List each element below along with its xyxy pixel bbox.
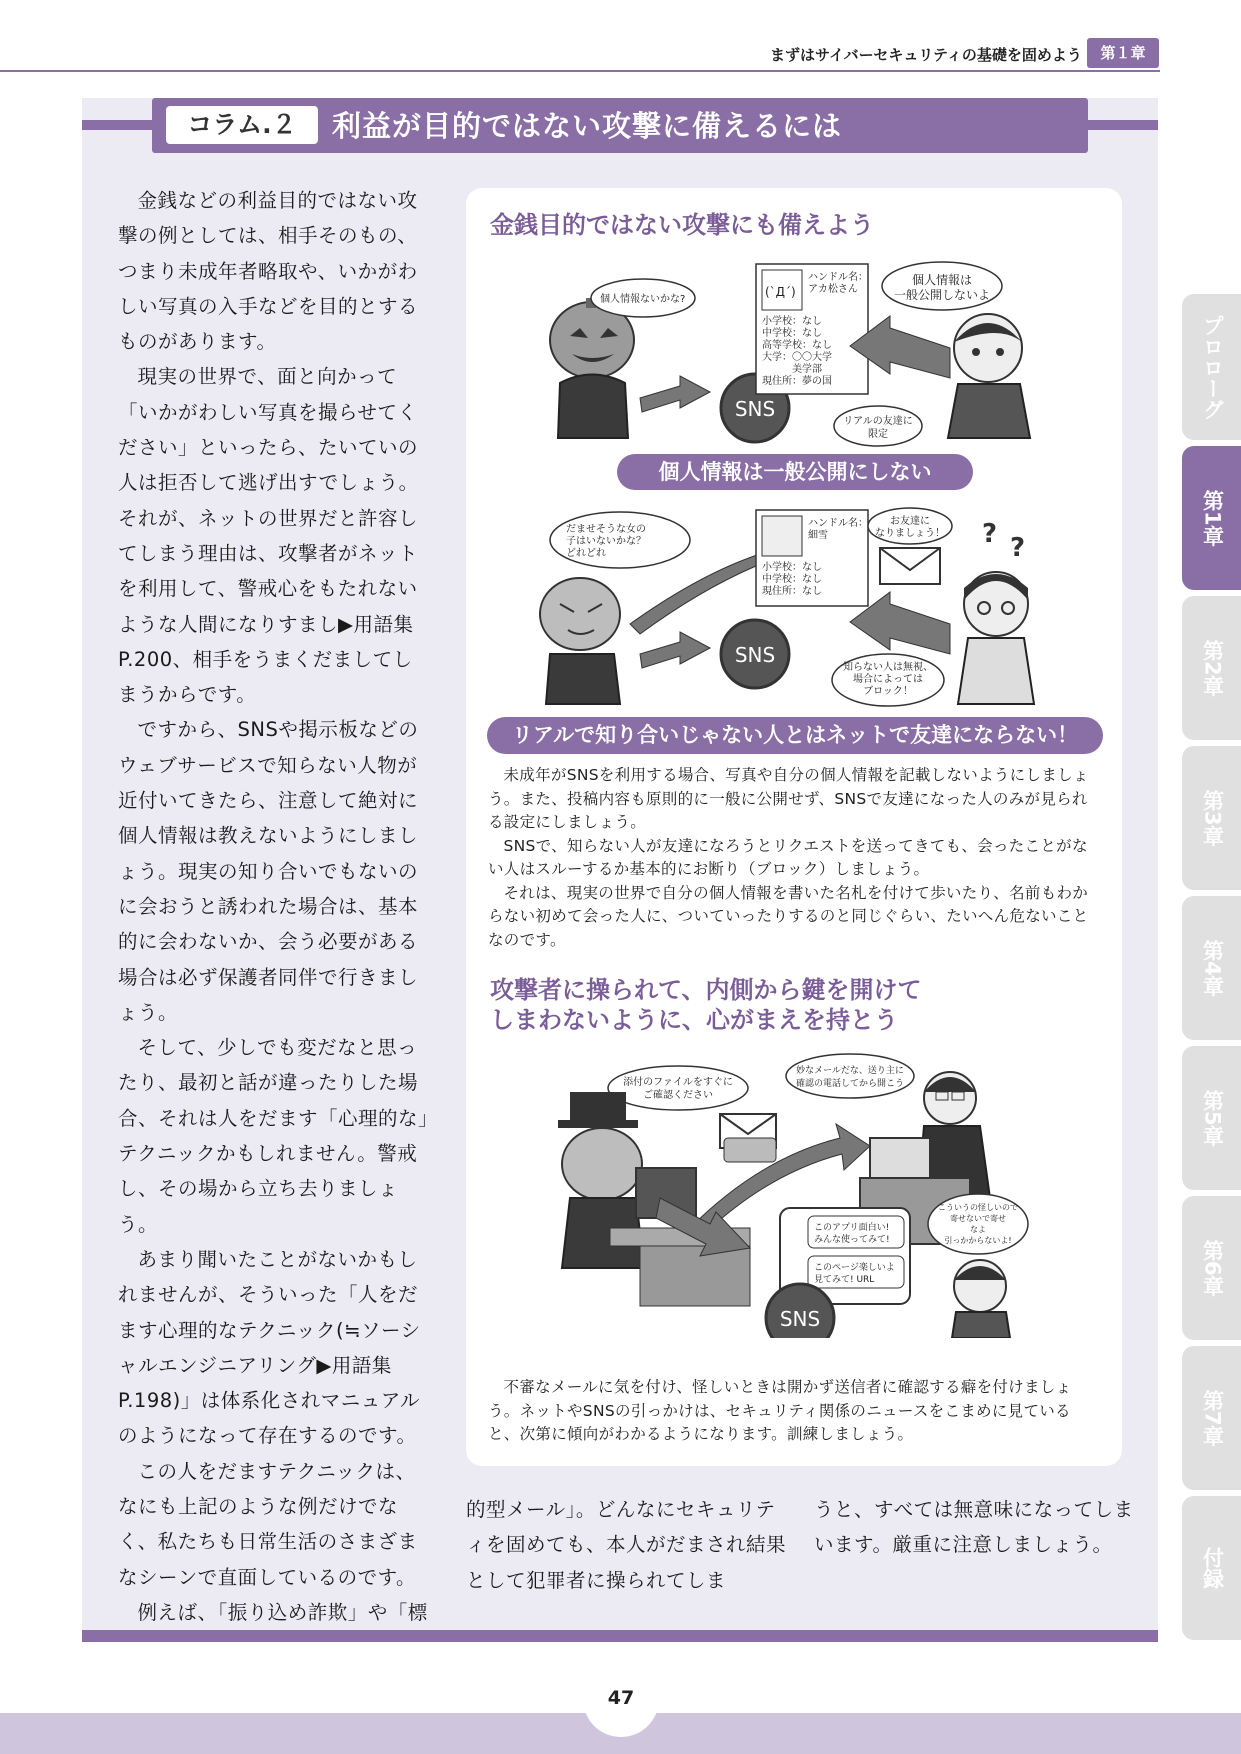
emoticon: (`Д´) xyxy=(765,285,796,299)
paragraph: 例えば、「振り込め詐欺」や「標 xyxy=(137,1600,428,1624)
tab-chapter-5[interactable]: 第5章 xyxy=(1182,1046,1241,1190)
box-text-1 xyxy=(488,764,1102,952)
body-text-middle xyxy=(466,1492,786,1598)
paragraph: それは、現実の世界で自分の個人情報を書いた名札を付けて歩いたり、名前もわからない初めて会った人に、ついていったりするのと同じぐらい、たいへん危ないことなのです。 xyxy=(488,883,1089,949)
illustration-text: 引っかからないよ! xyxy=(944,1236,1012,1245)
illustration-text: みんな使ってみて! xyxy=(814,1235,890,1245)
illustration-text: ご確認ください xyxy=(643,1090,713,1101)
illustration-text: 高等学校：なし xyxy=(762,340,832,351)
disguised-attacker-icon xyxy=(540,578,620,704)
illustration-sns-profile xyxy=(530,258,1070,454)
illustration-text: 現住所：なし xyxy=(762,586,822,597)
box-text-2 xyxy=(488,1376,1102,1447)
sns-label: SNS xyxy=(734,397,776,421)
illustration-text: だませそうな女の xyxy=(566,524,646,535)
illustration-text: 確認の電話してから開こう xyxy=(795,1079,905,1089)
illustration-text: ? xyxy=(982,519,998,549)
illustration-text: 妙なメールだな、送り主に xyxy=(796,1066,904,1076)
illustration-text: 子はいないかな？ xyxy=(566,536,646,547)
illustration-text: 見てみて! URL xyxy=(814,1275,875,1285)
illustration-text: 添付のファイルをすぐに xyxy=(623,1077,733,1088)
column-title: 利益が目的ではない攻撃に備えるには xyxy=(332,109,843,143)
body-text-right xyxy=(814,1492,1134,1563)
illustration-text: 現住所：夢の国 xyxy=(762,376,832,387)
paragraph: そして、少しでも変だなと思ったり、最初と話が違ったりした場合、それは人をだます「心理的な」テクニックかもしれません。警戒し、その場から立ち去りましょう。 xyxy=(118,1036,429,1236)
illustration-text: なりましょう！ xyxy=(875,528,945,539)
pumpkin-attacker-icon xyxy=(550,298,634,438)
box-heading-1: 金銭目的ではない攻撃にも備えよう xyxy=(490,211,874,239)
illustration-text: なよ xyxy=(970,1225,986,1234)
page-number: 47 xyxy=(607,1687,635,1709)
illustration-text: 中学校：なし xyxy=(762,574,822,585)
running-header: まずはサイバーセキュリティの基礎を固めよう xyxy=(770,46,1082,64)
handle-label: ハンドル名： xyxy=(808,272,868,283)
illustration-text: ブロック！ xyxy=(863,686,913,697)
tab-chapter-1[interactable]: 第1章 xyxy=(1182,446,1241,590)
pill-heading-friends: リアルで知り合いじゃない人とはネットで友達にならない！ xyxy=(487,717,1103,754)
boy-character-icon xyxy=(948,314,1030,438)
robot-icon xyxy=(724,1138,776,1162)
illustration-text: 知らない人は無視、 xyxy=(843,662,933,673)
panel-bottom-rule xyxy=(82,1630,1158,1642)
paragraph: この人をだますテクニックは、なにも上記のような例だけでなく、私たちも日常生活のさまざまなシーンで直面しているのです。 xyxy=(118,1459,418,1589)
tab-chapter-7[interactable]: 第7章 xyxy=(1182,1346,1241,1490)
paragraph: あまり聞いたことがないかもしれませんが、そういった「人をだます心理的なテクニック(≒ソーシャルエンジニアリング▶用語集P.198)」は体系化されマニュアルのようになって存在するのです。 xyxy=(118,1247,421,1448)
tab-appendix[interactable]: 付録 xyxy=(1182,1496,1241,1640)
paragraph: ですから、SNSや掲示板などのウェブサービスで知らない人物が近付いてきたら、注意して絶対に個人情報は教えないようにしましょう。現実の知り合いでもないのに会おうと誘われた場合は、基本的に会わないか、会う必要がある場合は必ず保護者同伴で行きましょう。 xyxy=(118,718,419,1024)
tab-chapter-2[interactable]: 第2章 xyxy=(1182,596,1241,740)
handle-name: アカ松さん xyxy=(808,284,858,295)
chapter-badge: 第１章 xyxy=(1087,38,1159,68)
illustration-text: このアプリ面白い! xyxy=(814,1223,890,1233)
column-label: コラム.２ xyxy=(166,106,318,144)
illustration-text: 小学校：なし xyxy=(762,562,822,573)
illustration-text: 場合によっては xyxy=(853,674,923,685)
body-text-left xyxy=(118,183,430,1630)
illustration-text: リアルの友達に xyxy=(843,416,913,427)
illustration-text: 中学校：なし xyxy=(762,328,822,339)
illustration-text: このページ楽しいよ xyxy=(814,1263,895,1273)
illustration-friend-request xyxy=(530,504,1070,710)
header-rule xyxy=(0,70,1160,72)
paragraph: 未成年がSNSを利用する場合、写真や自分の個人情報を記載しないようにしましょう。また、投稿内容も原則的に一般に公開せず、SNSで友達になった人のみが見られる設定にしましょう。 xyxy=(488,766,1089,831)
girl-character-icon xyxy=(958,572,1034,704)
illustration-text: 大学：〇〇大学 xyxy=(762,352,832,363)
paragraph: 的型メール」。どんなにセキュリティを固めても、本人がだまされ結果として犯罪者に操られてしま xyxy=(466,1498,787,1592)
pill-heading-privacy: 個人情報は一般公開にしない xyxy=(617,454,973,490)
tab-chapter-3[interactable]: 第3章 xyxy=(1182,746,1241,890)
sns-label: SNS xyxy=(734,643,776,667)
illustration-text: こういうの怪しいので xyxy=(938,1203,1018,1212)
tab-chapter-6[interactable]: 第6章 xyxy=(1182,1196,1241,1340)
illustration-text: 細雪 xyxy=(808,530,828,541)
paragraph: 不審なメールに気を付け、怪しいときは開かず送信者に確認する癖を付けましょう。ネットやSNSの引っかけは、セキュリティ関係のニュースをこまめに見ていると、次第に傾向がわかるようになります。訓練しましょう。 xyxy=(488,1378,1072,1443)
tab-prologue[interactable]: プロローグ xyxy=(1182,294,1241,440)
paragraph: うと、すべては無意味になってしまいます。厳重に注意しましょう。 xyxy=(814,1498,1134,1557)
illustration-text: 限定 xyxy=(868,429,888,440)
paragraph: 現実の世界で、面と向かって「いかがわしい写真を撮らせてください」といったら、たいていの人は拒否して逃げ出すでしょう。それが、ネットの世界だと許容してしまう理由は、攻撃者がネットを利用して、警戒心をもたれないような人間になりすまし▶用語集P.200、相手をうまくだましてしまうからです。 xyxy=(118,365,419,707)
illustration-text: 寄せないで寄せ xyxy=(950,1214,1006,1223)
box-heading-2 xyxy=(490,975,922,1035)
paragraph: 金銭などの利益目的ではない攻撃の例としては、相手そのもの、つまり未成年者略取や、いかがわしい写真の入手などを目的とするものがあります。 xyxy=(118,189,419,354)
bubble-text: 個人情報ないかな? xyxy=(600,294,686,305)
illustration-text: 美学部 xyxy=(762,364,822,375)
sns-label: SNS xyxy=(779,1307,821,1331)
illustration-text: 小学校：なし xyxy=(762,316,822,327)
illustration-text: どれどれ xyxy=(566,548,606,559)
illustration-text: 個人情報は xyxy=(911,273,973,287)
illustration-text: ? xyxy=(1010,533,1026,563)
tab-chapter-4[interactable]: 第4章 xyxy=(1182,896,1241,1040)
young-man-icon xyxy=(952,1260,1010,1338)
illustration-targeted-mail xyxy=(540,1048,1060,1338)
paragraph: SNSで、知らない人が友達になろうとリクエストを送ってきても、会ったことがない人はスルーするか基本的にお断り（ブロック）しましょう。 xyxy=(488,836,1088,878)
illustration-text: 一般公開しないよ xyxy=(893,288,991,302)
heading-line: しまわないように、心がまえを持とう xyxy=(490,1006,898,1034)
illustration-text: お友達に xyxy=(890,516,930,527)
illustration-text: ハンドル名： xyxy=(808,518,868,529)
heading-line: 攻撃者に操られて、内側から鍵を開けて xyxy=(490,976,922,1004)
